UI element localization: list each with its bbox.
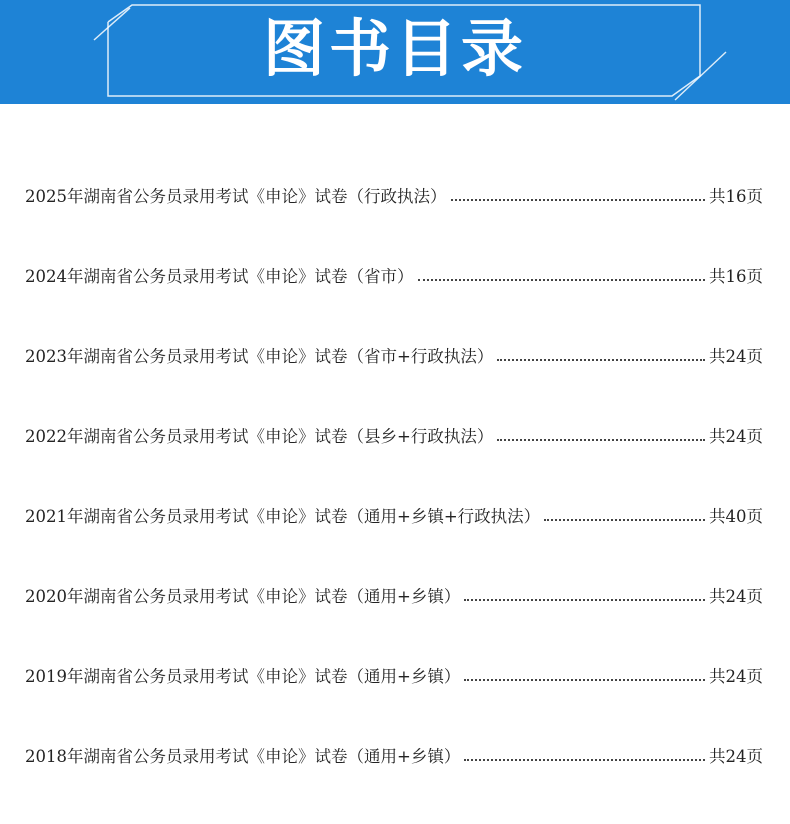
toc-leader-dots	[464, 664, 705, 681]
toc-entry[interactable]	[25, 184, 763, 264]
toc-entry-pages: 共16页	[709, 187, 763, 206]
toc-entry-title: 2021年湖南省公务员录用考试《申论》试卷（通用+乡镇+行政执法）	[25, 507, 541, 526]
toc-entry-pages: 共24页	[709, 427, 763, 446]
toc-entry[interactable]	[25, 744, 763, 824]
toc-entry[interactable]	[25, 584, 763, 664]
toc-entry-title: 2025年湖南省公务员录用考试《申论》试卷（行政执法）	[25, 187, 447, 206]
table-of-contents	[25, 184, 763, 824]
toc-entry-title: 2019年湖南省公务员录用考试《申论》试卷（通用+乡镇）	[25, 667, 461, 686]
page-title: 图书目录	[262, 12, 527, 85]
toc-entry[interactable]	[25, 664, 763, 744]
toc-entry-title: 2022年湖南省公务员录用考试《申论》试卷（县乡+行政执法）	[25, 427, 494, 446]
toc-entry-title: 2020年湖南省公务员录用考试《申论》试卷（通用+乡镇）	[25, 587, 461, 606]
toc-entry-pages: 共24页	[709, 587, 763, 606]
toc-leader-dots	[544, 504, 705, 521]
toc-entry-pages: 共24页	[709, 667, 763, 686]
toc-entry-title: 2018年湖南省公务员录用考试《申论》试卷（通用+乡镇）	[25, 747, 461, 766]
toc-entry-pages: 共16页	[709, 267, 763, 286]
toc-entry-title: 2024年湖南省公务员录用考试《申论》试卷（省市）	[25, 267, 414, 286]
toc-leader-dots	[451, 184, 706, 201]
toc-leader-dots	[497, 424, 705, 441]
toc-entry[interactable]	[25, 424, 763, 504]
toc-leader-dots	[418, 264, 706, 281]
toc-leader-dots	[497, 344, 705, 361]
toc-entry-title: 2023年湖南省公务员录用考试《申论》试卷（省市+行政执法）	[25, 347, 494, 366]
toc-leader-dots	[464, 584, 705, 601]
toc-leader-dots	[464, 744, 705, 761]
toc-entry[interactable]	[25, 264, 763, 344]
toc-entry-pages: 共24页	[709, 747, 763, 766]
toc-entry-pages: 共40页	[709, 507, 763, 526]
toc-entry[interactable]	[25, 504, 763, 584]
toc-entry-pages: 共24页	[709, 347, 763, 366]
toc-entry[interactable]	[25, 344, 763, 424]
